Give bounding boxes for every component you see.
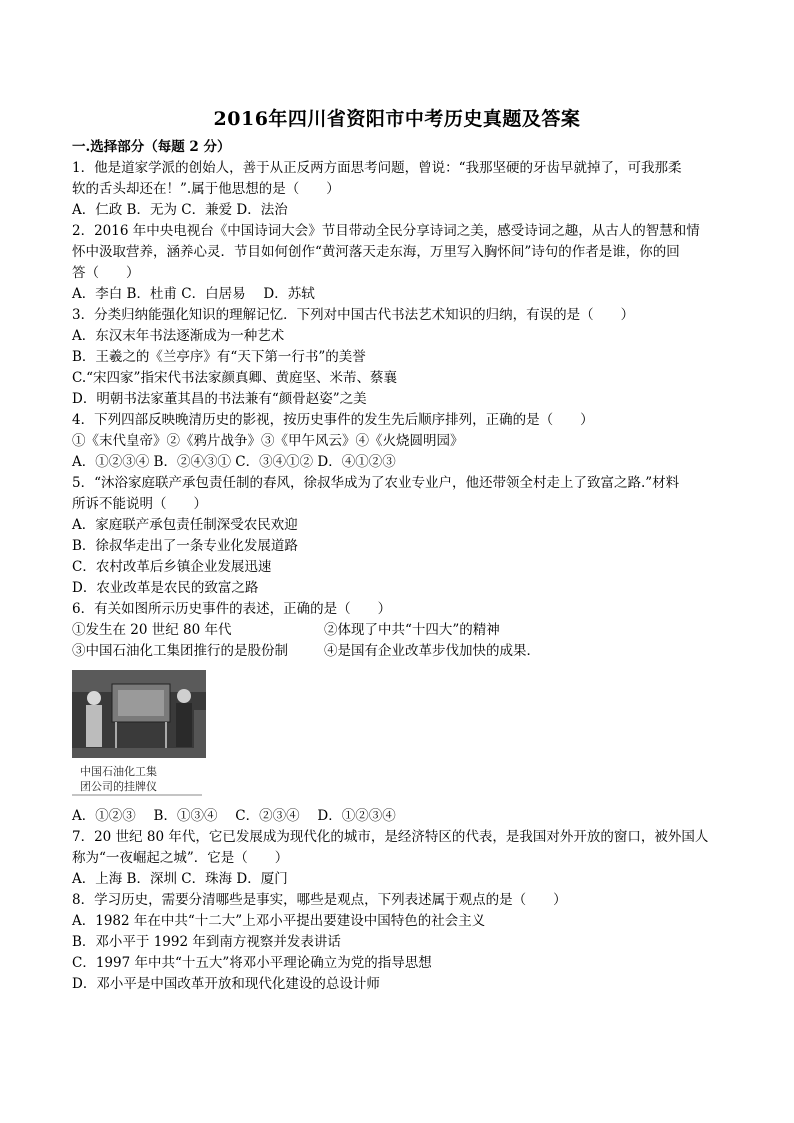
question-options: A．李白 B．杜甫 C．白居易 D．苏轼 <box>72 286 315 302</box>
history-photo <box>72 670 206 796</box>
photo-caption <box>80 764 157 794</box>
question-options: A．①②③ B．①③④ C．②③④ D．①②③④ <box>72 808 396 824</box>
question-2 <box>72 221 722 305</box>
caption-line: 中国石油化工集 <box>80 765 157 778</box>
statement-row <box>72 641 722 662</box>
option-d: D．邓小平是中国改革开放和现代化建设的总设计师 <box>72 976 380 992</box>
option-c: C．1997 年中共“十五大”将邓小平理论确立为党的指导思想 <box>72 955 432 971</box>
caption-line: 团公司的挂牌仪 <box>80 780 157 793</box>
question-text: 6．有关如图所示历史事件的表述，正确的是（ ） <box>72 601 392 617</box>
page-title: 2016年四川省资阳市中考历史真题及答案 <box>213 108 581 130</box>
question-options: A．上海 B．深圳 C．珠海 D．厦门 <box>72 871 288 887</box>
option-d: D．农业改革是农民的致富之路 <box>72 580 259 596</box>
question-8 <box>72 890 722 995</box>
question-text: ①《末代皇帝》②《鸦片战争》③《甲午风云》④《火烧圆明园》 <box>72 433 464 449</box>
question-text: 7．20 世纪 80 年代，它已发展成为现代化的城市，是经济特区的代表，是我国对外开放的窗口，被外国人 <box>72 829 709 845</box>
option-a: A．东汉末年书法逐渐成为一种艺术 <box>72 328 285 344</box>
statement-2: ②体现了中共“十四大”的精神 <box>324 622 500 638</box>
question-text: 软的舌头却还在！”.属于他思想的是（ ） <box>72 181 340 197</box>
option-b: B．王羲之的《兰亭序》有“天下第一行书”的美誉 <box>72 349 366 365</box>
question-text: 答（ ） <box>72 265 140 281</box>
question-6 <box>72 599 722 827</box>
option-b: B．徐叔华走出了一条专业化发展道路 <box>72 538 298 554</box>
question-text: 8．学习历史，需要分清哪些是事实，哪些是观点，下列表述属于观点的是（ ） <box>72 892 567 908</box>
question-text: 称为“一夜崛起之城”．它是（ ） <box>72 850 289 866</box>
question-text: 怀中汲取营养，涵养心灵．节目如何创作“黄河落天走东海，万里写入胸怀间”诗句的作者是谁，你的回 <box>72 244 680 260</box>
question-text: 5．“沐浴家庭联产承包责任制的春风，徐叔华成为了农业专业户，他还带领全村走上了致富之路.”材料 <box>72 475 680 491</box>
section-heading: 一.选择部分（每题 2 分） <box>72 139 231 155</box>
statement-4: ④是国有企业改革步伐加快的成果． <box>324 643 540 659</box>
document-body <box>72 137 722 995</box>
option-c: C.“宋四家”指宋代书法家颜真卿、黄庭坚、米芾、蔡襄 <box>72 370 397 386</box>
question-4 <box>72 410 722 473</box>
question-text: 2．2016 年中央电视台《中国诗词大会》节目带动全民分享诗词之美，感受诗词之趣，从古人的智慧和情 <box>72 223 700 239</box>
question-text: 3．分类归纳能强化知识的理解记忆．下列对中国古代书法艺术知识的归纳，有误的是（ ） <box>72 307 635 323</box>
question-text: 4．下列四部反映晚清历史的影视，按历史事件的发生先后顺序排列，正确的是（ ） <box>72 412 594 428</box>
question-options: A．仁政 B．无为 C．兼爱 D．法治 <box>72 202 288 218</box>
question-5 <box>72 473 722 599</box>
option-a: A．家庭联产承包责任制深受农民欢迎 <box>72 517 298 533</box>
option-b: B．邓小平于 1992 年到南方视察并发表讲话 <box>72 934 341 950</box>
question-1 <box>72 158 722 221</box>
statement-3: ③中国石油化工集团推行的是股份制 <box>72 643 288 659</box>
option-c: C．农村改革后乡镇企业发展迅速 <box>72 559 272 575</box>
statement-row <box>72 620 722 641</box>
option-a: A．1982 年在中共“十二大”上邓小平提出要建设中国特色的社会主义 <box>72 913 486 929</box>
question-text: 所诉不能说明（ ） <box>72 496 207 512</box>
question-7 <box>72 827 722 890</box>
question-options: A．①②③④ B．②④③① C．③④①② D．④①②③ <box>72 454 396 470</box>
option-d: D．明朝书法家董其昌的书法兼有“颜骨赵姿”之美 <box>72 391 367 407</box>
question-text: 1．他是道家学派的创始人，善于从正反两方面思考问题，曾说：“我那坚硬的牙齿早就掉了，可我那柔 <box>72 160 682 176</box>
question-3 <box>72 305 722 410</box>
statement-1: ①发生在 20 世纪 80 年代 <box>72 622 232 638</box>
